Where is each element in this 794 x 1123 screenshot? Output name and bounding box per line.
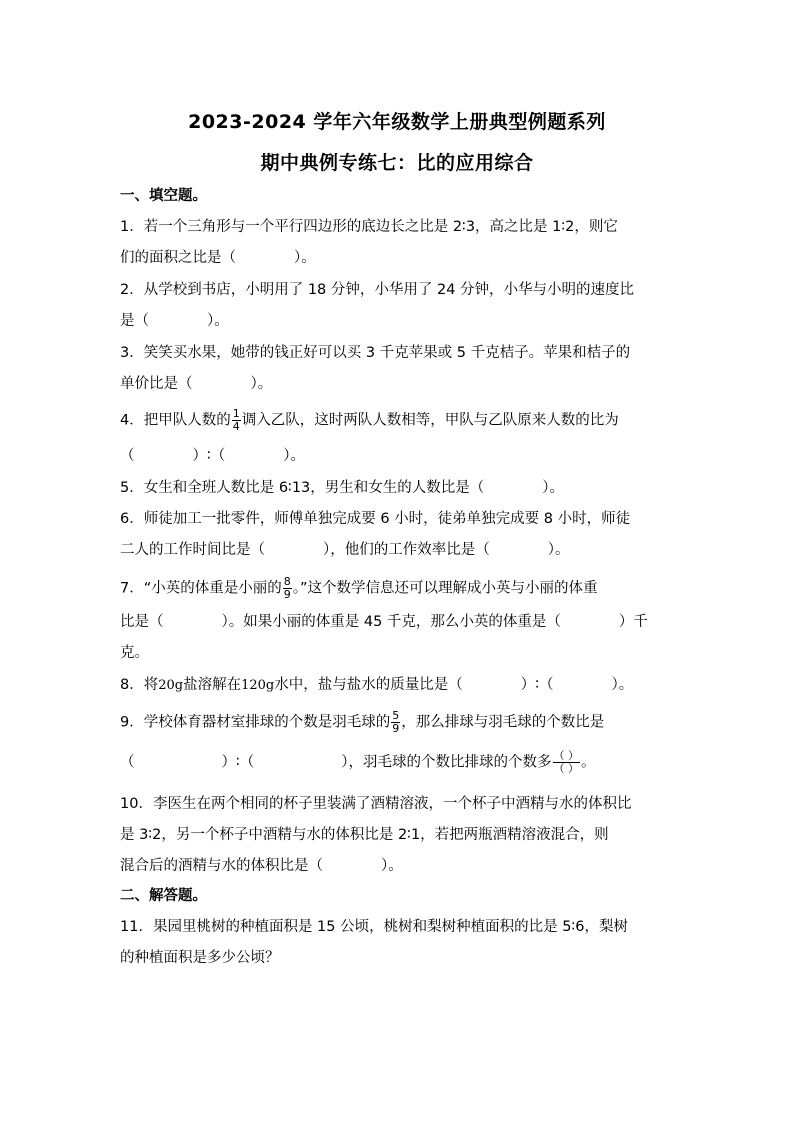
question-9-text-start: 9．学校体育器材室排球的个数是羽毛球的 (120, 714, 391, 731)
blank-fraction (553, 750, 581, 775)
document-subtitle: 期中典例专练七：比的应用综合 (260, 152, 534, 174)
document-title: 2023-2024 学年六年级数学上册典型例题系列 (188, 111, 606, 133)
question-10-line-2: 是 3∶2，另一个杯子中酒精与水的体积比是 2∶1，若把两瓶酒精溶液混合，则 (120, 827, 609, 843)
question-8-text-mid: 盐溶解在 (183, 677, 242, 693)
water-mass: 120g (241, 678, 275, 693)
fraction-denominator: 9 (392, 722, 400, 735)
fraction-denominator: 9 (283, 588, 291, 601)
fraction-numerator: 1 (232, 407, 240, 420)
salt-mass: 20g (158, 678, 184, 693)
question-5: 5．女生和全班人数比是 6∶13，男生和女生的人数比是（ ）。 (120, 480, 565, 496)
question-9-line-1 (120, 710, 690, 735)
question-3-line-1: 3．笑笑买水果，她带的钱正好可以买 3 千克苹果或 5 千克桔子。苹果和桔子的 (120, 345, 631, 361)
question-2-line-2: 是（ ）。 (120, 313, 229, 329)
question-4-line-1 (120, 408, 690, 433)
question-9-text-end: ，那么排球与羽毛球的个数比是 (401, 714, 605, 731)
fraction-eight-ninths (283, 576, 292, 601)
question-6-line-1: 6．师徒加工一批零件，师傅单独完成要 6 小时，徒弟单独完成要 8 小时，师徒 (120, 511, 631, 527)
question-9-line-2-start: （ ）∶（ ），羽毛球的个数比排球的个数多 (120, 754, 552, 771)
question-4-line-2: （ ）∶（ ）。 (120, 448, 306, 464)
question-1-line-1: 1．若一个三角形与一个平行四边形的底边长之比是 2∶3，高之比是 1∶2，则它 (120, 219, 618, 235)
question-11-line-2: 的种植面积是多少公顷？ (120, 950, 280, 966)
question-10-line-3: 混合后的酒精与水的体积比是（ ）。 (120, 858, 403, 874)
question-6-line-2: 二人的工作时间比是（ ），他们的工作效率比是（ ）。 (120, 542, 570, 558)
question-4-text-start: 4．把甲队人数的 (120, 412, 231, 429)
question-8-text-end: 水中，盐与盐水的质量比是（ ）∶（ ）。 (274, 677, 634, 693)
question-8-text-start: 8．将 (120, 677, 159, 693)
fraction-five-ninths (391, 710, 400, 735)
fraction-numerator: （ ） (553, 749, 580, 762)
question-8 (120, 675, 690, 696)
fraction-denominator: 4 (232, 420, 240, 433)
question-10-line-1: 10．李医生在两个相同的杯子里装满了酒精溶液，一个杯子中酒精与水的体积比 (120, 796, 632, 812)
fraction-numerator: 5 (392, 709, 400, 722)
question-7-text-end: 。”这个数学信息还可以理解成小英与小丽的体重 (292, 580, 598, 597)
question-9-line-2-end: 。 (581, 754, 596, 771)
question-7-line-1 (120, 576, 690, 601)
fraction-one-quarter (232, 408, 241, 433)
section-heading-fill-in: 一、填空题。 (120, 188, 207, 204)
question-2-line-1: 2．从学校到书店，小明用了 18 分钟，小华用了 24 分钟，小华与小明的速度比 (120, 282, 635, 298)
question-7-text-start: 7．“小英的体重是小丽的 (120, 580, 282, 597)
question-1-line-2: 们的面积之比是（ ）。 (120, 250, 316, 266)
question-3-line-2: 单价比是（ ）。 (120, 376, 273, 392)
section-heading-solve: 二、解答题。 (120, 888, 207, 904)
fraction-numerator: 8 (283, 575, 291, 588)
question-4-text-end: 调入乙队，这时两队人数相等，甲队与乙队原来人数的比为 (241, 412, 619, 429)
question-7-line-3: 克。 (120, 645, 149, 661)
question-11-line-1: 11．果园里桃树的种植面积是 15 公顷，桃树和梨树种植面积的比是 5∶6，梨树 (120, 919, 628, 935)
fraction-denominator: （ ） (553, 762, 580, 775)
question-9-line-2 (120, 750, 690, 775)
question-7-line-2: 比是（ ）。如果小丽的体重是 45 千克，那么小英的体重是（ ）千 (120, 614, 648, 630)
